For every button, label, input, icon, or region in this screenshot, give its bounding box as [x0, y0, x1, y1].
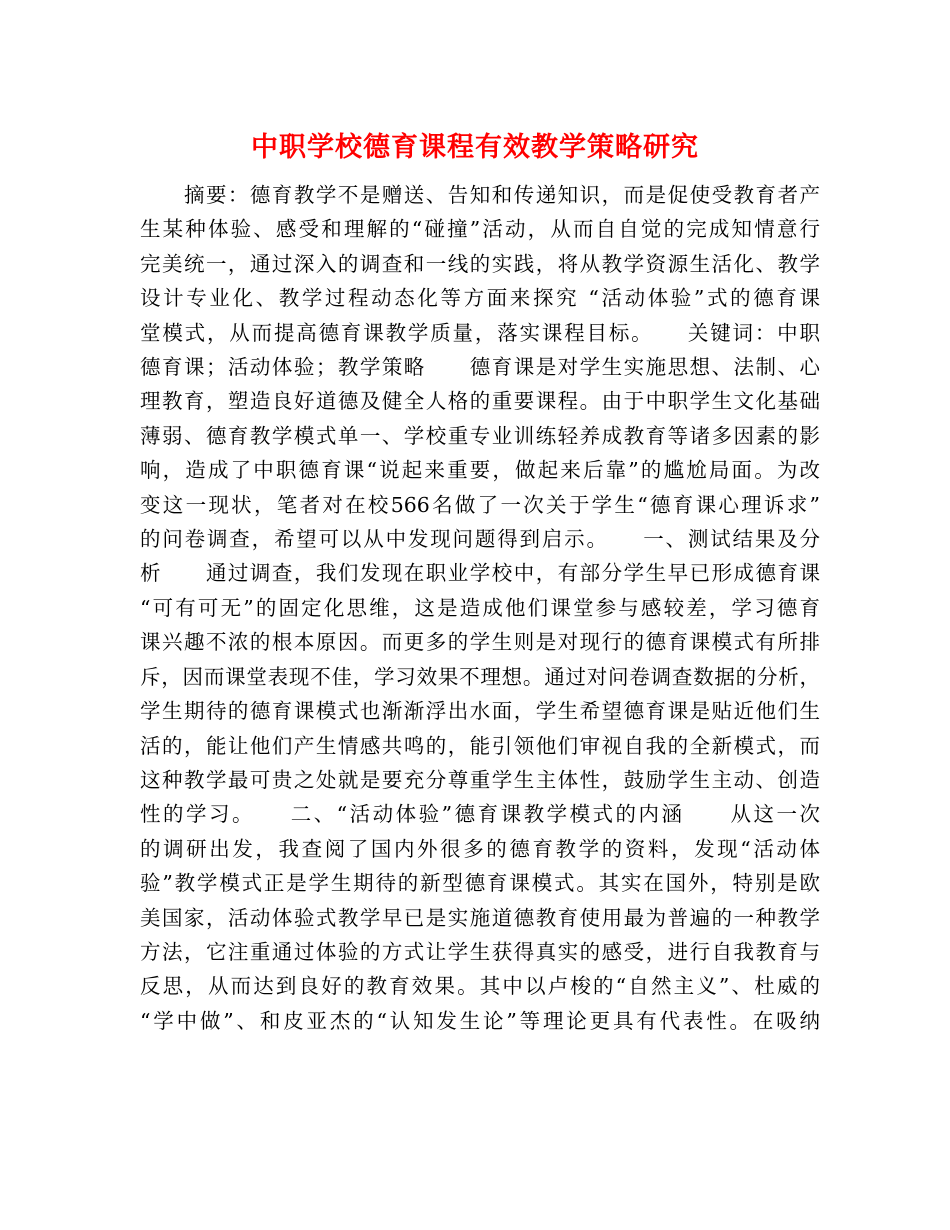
body-line: 响，造成了中职德育课“说起来重要，做起来后靠”的尴尬局面。为改 — [140, 458, 820, 483]
body-line: 的调研出发，我查阅了国内外很多的德育教学的资料，发现“活动体 — [140, 836, 820, 861]
body-line: “学中做”、和皮亚杰的“认知发生论”等理论更具有代表性。在吸纳 — [140, 1008, 820, 1033]
body-line: 堂模式，从而提高德育课教学质量，落实课程目标。 关键词：中职 — [140, 320, 820, 345]
body-line: 德育课；活动体验；教学策略 德育课是对学生实施思想、法制、心 — [140, 355, 820, 380]
body-line: 学生期待的德育课模式也渐渐浮出水面，学生希望德育课是贴近他们生 — [140, 699, 820, 724]
body-line: 设计专业化、教学过程动态化等方面来探究 “活动体验”式的德育课 — [140, 286, 820, 311]
body-line: 完美统一，通过深入的调查和一线的实践，将从教学资源生活化、教学 — [140, 251, 820, 276]
body-line: 变这一现状，笔者对在校566名做了一次关于学生“德育课心理诉求” — [140, 492, 820, 517]
body-line: 美国家，活动体验式教学早已是实施道德教育使用最为普遍的一种教学 — [140, 905, 820, 930]
body-line: 析 通过调查，我们发现在职业学校中，有部分学生早已形成德育课 — [140, 561, 820, 586]
body-line: 这种教学最可贵之处就是要充分尊重学生主体性，鼓励学生主动、创造 — [140, 767, 820, 792]
body-line: 活的，能让他们产生情感共鸣的，能引领他们审视自我的全新模式，而 — [140, 733, 820, 758]
body-line: “可有可无”的固定化思维，这是造成他们课堂参与感较差，学习德育 — [140, 595, 820, 620]
body-line: 的问卷调查，希望可以从中发现问题得到启示。 一、测试结果及分 — [140, 527, 820, 552]
body-line: 课兴趣不浓的根本原因。而更多的学生则是对现行的德育课模式有所排 — [140, 630, 820, 655]
body-line: 方法，它注重通过体验的方式让学生获得真实的感受，进行自我教育与 — [140, 939, 820, 964]
body-line: 薄弱、德育教学模式单一、学校重专业训练轻养成教育等诸多因素的影 — [140, 423, 820, 448]
body-line: 反思，从而达到良好的教育效果。其中以卢梭的“自然主义”、杜威的 — [140, 974, 820, 999]
body-line: 生某种体验、感受和理解的“碰撞”活动，从而自自觉的完成知情意行 — [140, 217, 820, 242]
body-line: 性的学习。 二、“活动体验”德育课教学模式的内涵 从这一次 — [140, 802, 820, 827]
document-body — [140, 178, 820, 1038]
body-line: 验”教学模式正是学生期待的新型德育课模式。其实在国外，特别是欧 — [140, 871, 820, 896]
body-line: 斥，因而课堂表现不佳，学习效果不理想。通过对问卷调查数据的分析， — [140, 664, 820, 689]
body-line: 摘要：德育教学不是赠送、告知和传递知识，而是促使受教育者产 — [140, 183, 820, 207]
document-title: 中职学校德育课程有效教学策略研究 — [251, 132, 699, 163]
body-line: 理教育，塑造良好道德及健全人格的重要课程。由于中职学生文化基础 — [140, 389, 820, 414]
